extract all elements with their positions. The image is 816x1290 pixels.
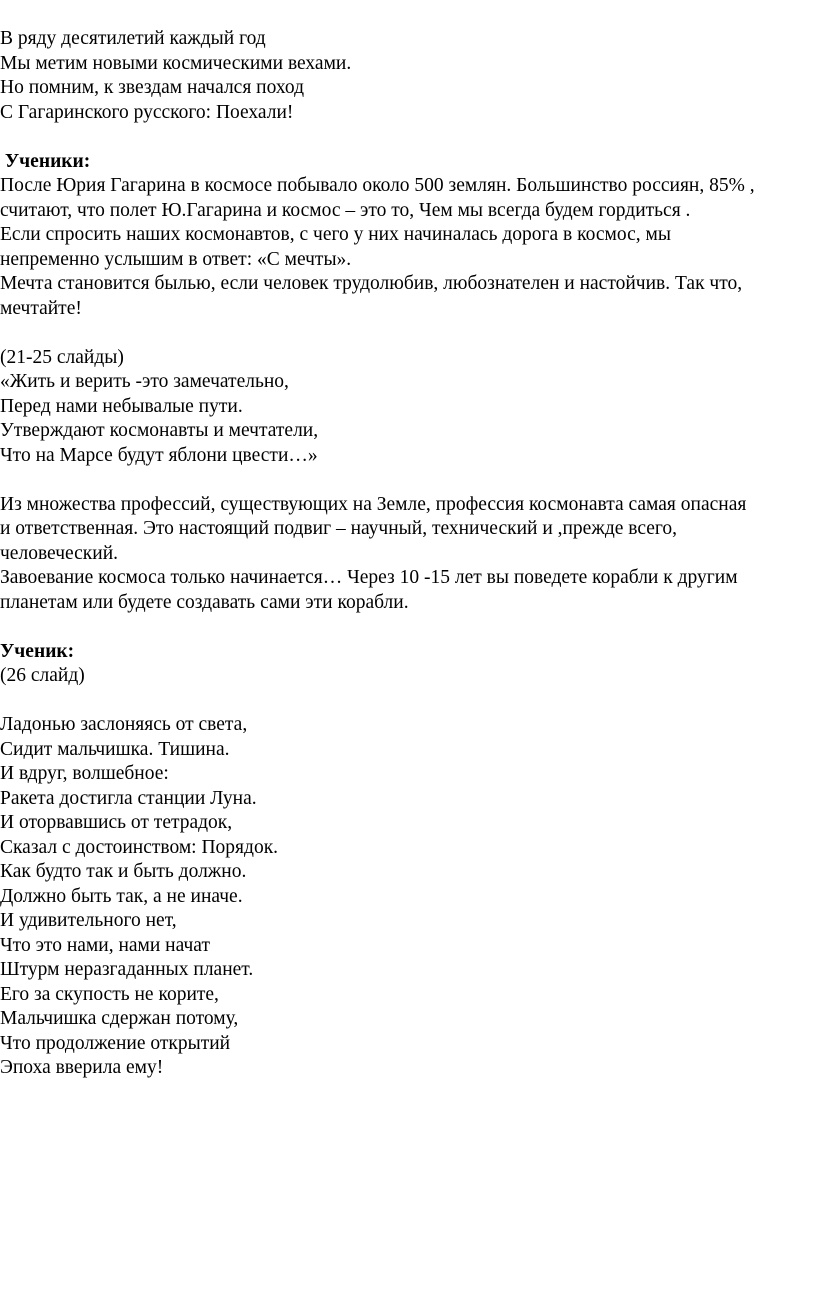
quote-line: «Жить и верить -это замечательно, bbox=[0, 371, 289, 392]
students-speech bbox=[0, 174, 810, 321]
poem-line: Мы метим новыми космическими вехами. bbox=[0, 52, 352, 74]
poem-line: Ракета достигла станции Луна. bbox=[0, 787, 257, 809]
text-line: считают, что полет Ю.Гагарина и космос – это то, Чем мы всегда будем гордиться . bbox=[0, 199, 691, 221]
poem-line: Сказал с достоинством: Порядок. bbox=[0, 836, 279, 858]
poem-line: И удивительного нет, bbox=[0, 910, 177, 931]
poem-line: И оторвавшись от тетрадок, bbox=[0, 812, 233, 833]
poem-line: Но помним, к звездам начался поход bbox=[0, 77, 304, 98]
poem-intro bbox=[0, 27, 810, 125]
speaker-heading-students: Ученики: bbox=[0, 150, 91, 172]
profession-paragraph bbox=[0, 493, 810, 616]
text-line: человеческий. bbox=[0, 542, 119, 564]
text-line: После Юрия Гагарина в космосе побывало около 500 землян. Большинство россиян, 85% , bbox=[0, 175, 755, 196]
poem-line: В ряду десятилетий каждый год bbox=[0, 28, 266, 49]
slide-note: (26 слайд) bbox=[0, 665, 85, 686]
text-line: Из множества профессий, существующих на Земле, профессия космонавта самая опасная bbox=[0, 493, 747, 515]
poem-line: Мальчишка сдержан потому, bbox=[0, 1008, 239, 1029]
text-line: Завоевание космоса только начинается… Через 10 -15 лет вы поведете корабли к другим bbox=[0, 567, 738, 588]
text-line: и ответственная. Это настоящий подвиг – научный, технический и ,прежде всего, bbox=[0, 518, 678, 539]
quote-line: Перед нами небывалые пути. bbox=[0, 395, 243, 417]
poem-line: И вдруг, волшебное: bbox=[0, 763, 169, 784]
blank-line bbox=[0, 125, 810, 150]
text-line: непременно услышим в ответ: «С мечты». bbox=[0, 248, 352, 270]
slide-note: (21-25 слайды) bbox=[0, 346, 124, 368]
blank-line bbox=[0, 468, 810, 493]
blank-line bbox=[0, 615, 810, 640]
text-line: Мечта становится былью, если человек трудолюбив, любознателен и настойчив. Так что, bbox=[0, 273, 743, 294]
poem-line: Как будто так и быть должно. bbox=[0, 861, 247, 882]
poem-line: Должно быть так, а не иначе. bbox=[0, 885, 243, 907]
quote-poem bbox=[0, 370, 810, 468]
poem-line: Его за скупость не корите, bbox=[0, 983, 219, 1005]
quote-line: Утверждают космонавты и мечтатели, bbox=[0, 420, 319, 441]
poem-boy bbox=[0, 713, 810, 1081]
poem-line: С Гагаринского русского: Поехали! bbox=[0, 101, 294, 123]
text-line: планетам или будете создавать сами эти корабли. bbox=[0, 591, 409, 613]
speaker-heading-student: Ученик: bbox=[0, 640, 75, 662]
poem-line: Штурм неразгаданных планет. bbox=[0, 959, 254, 980]
poem-line: Сидит мальчишка. Тишина. bbox=[0, 738, 230, 760]
document-page bbox=[0, 27, 810, 1081]
poem-line: Ладонью заслоняясь от света, bbox=[0, 714, 248, 735]
poem-line: Что продолжение открытий bbox=[0, 1032, 231, 1054]
quote-line: Что на Марсе будут яблони цвести…» bbox=[0, 444, 318, 466]
poem-line: Эпоха вверила ему! bbox=[0, 1057, 164, 1078]
text-line: мечтайте! bbox=[0, 297, 82, 319]
poem-line: Что это нами, нами начат bbox=[0, 934, 210, 956]
blank-line bbox=[0, 689, 810, 714]
blank-line bbox=[0, 321, 810, 346]
text-line: Если спросить наших космонавтов, с чего у них начиналась дорога в космос, мы bbox=[0, 224, 671, 245]
